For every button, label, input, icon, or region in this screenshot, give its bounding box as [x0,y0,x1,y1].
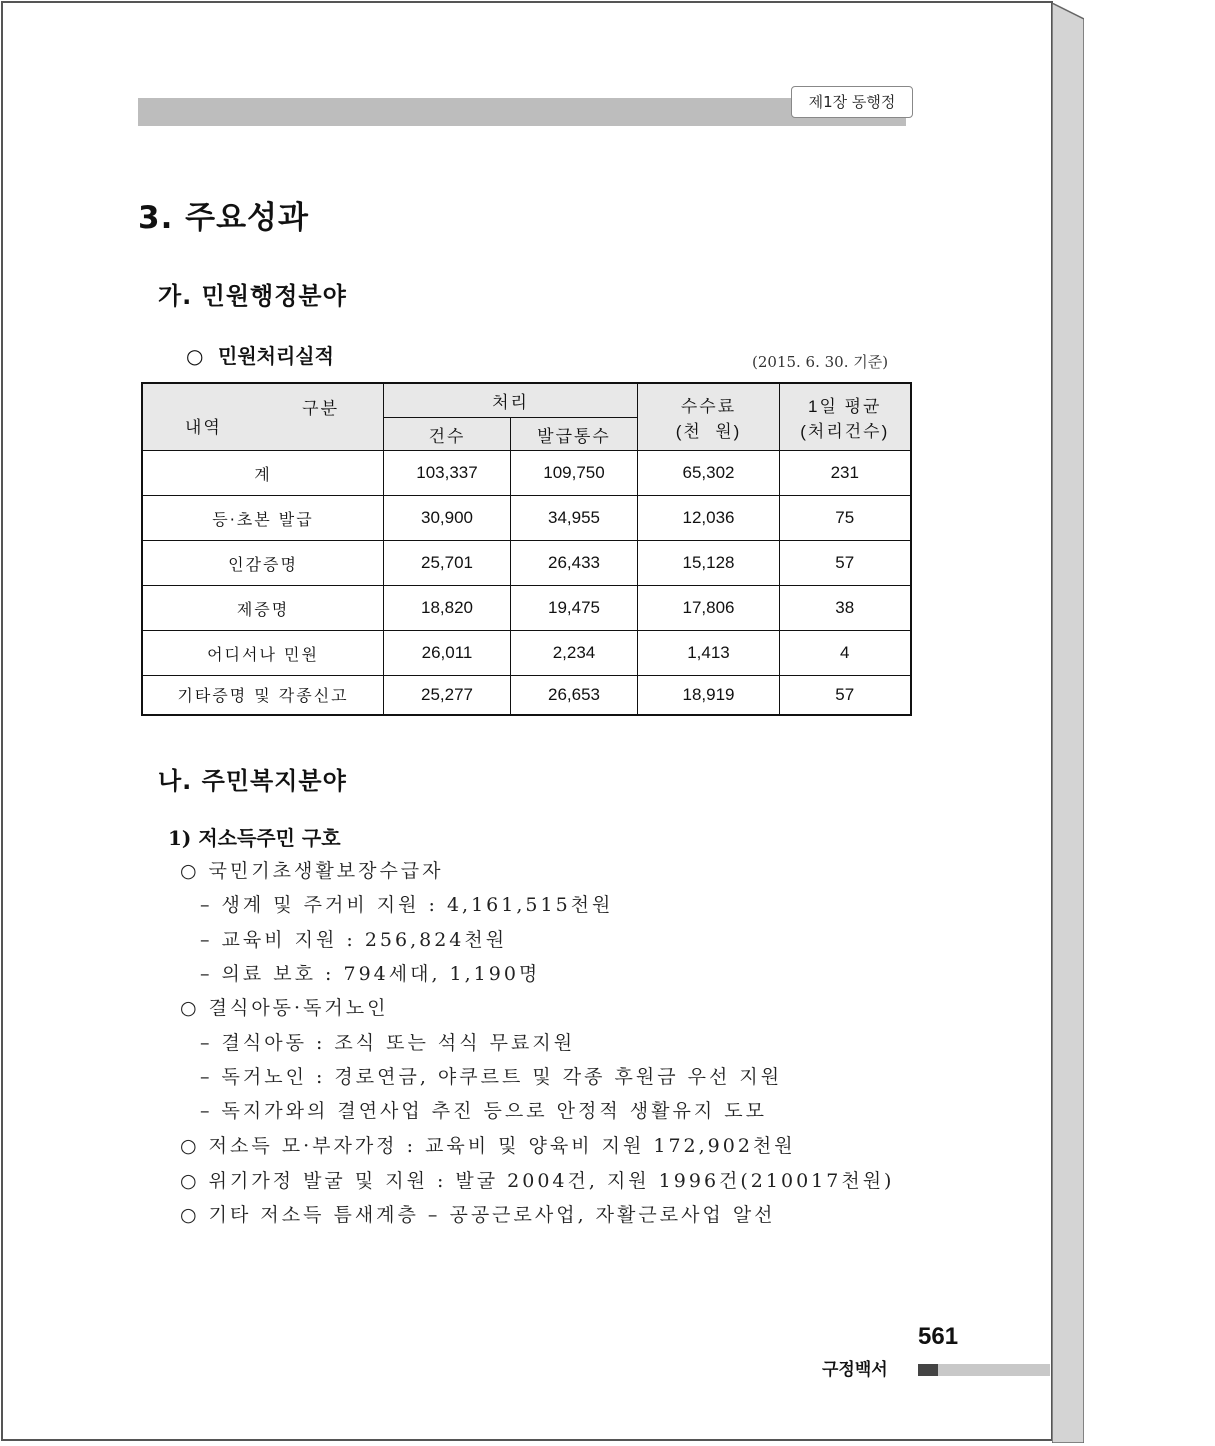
welfare-bullet: ○ 결식아동·독거노인 [180,997,389,1019]
cell-count: 25,701 [384,541,511,586]
subsection-title-civil: 가. 민원행정분야 [158,282,347,310]
group-header-processing: 처리 [384,383,638,418]
row-label: 제증명 [142,586,384,631]
chapter-tab: 제1장 동행정 [791,86,913,118]
row-label: 인감증명 [142,541,384,586]
cell-issued: 109,750 [511,451,638,496]
footer-bar [938,1364,1050,1376]
welfare-detail: – 교육비 지원 : 256,824천원 [200,929,508,951]
welfare-detail: – 의료 보호 : 794세대, 1,190명 [200,963,541,985]
row-label: 등·초본 발급 [142,496,384,541]
row-label: 계 [142,451,384,496]
cell-fee: 15,128 [638,541,780,586]
cell-issued: 26,653 [511,676,638,715]
welfare-bullet: ○ 위기가정 발굴 및 지원 : 발굴 2004건, 지원 1996건(210017천원) [180,1170,895,1192]
cell-fee: 17,806 [638,586,780,631]
cell-issued: 26,433 [511,541,638,586]
welfare-bullet: ○ 기타 저소득 틈새계층 – 공공근로사업, 자활근로사업 알선 [180,1204,776,1226]
cell-avg: 38 [780,586,911,631]
table-row [142,586,911,631]
footer-marker [918,1364,938,1376]
cell-issued: 34,955 [511,496,638,541]
cell-count: 25,277 [384,676,511,715]
cell-fee: 1,413 [638,631,780,676]
cell-avg: 57 [780,541,911,586]
table-row [142,676,911,715]
table-caption [186,340,334,369]
cell-issued: 19,475 [511,586,638,631]
corner-bottom-label: 내역 [185,418,222,437]
cell-fee: 12,036 [638,496,780,541]
row-label: 어디서나 민원 [142,631,384,676]
cell-avg: 75 [780,496,911,541]
cell-issued: 2,234 [511,631,638,676]
table-row [142,496,911,541]
welfare-subheading: 1) 저소득주민 구호 [168,826,341,850]
cell-fee: 18,919 [638,676,780,715]
section-title: 3. 주요성과 [138,200,309,236]
cell-count: 18,820 [384,586,511,631]
cell-count: 26,011 [384,631,511,676]
corner-top-label: 구분 [302,399,339,418]
table-caption-text: 민원처리실적 [218,344,334,368]
header-avg-line2: (처리건수) [800,422,890,441]
civil-affairs-table [141,382,912,716]
header-fee-line1: 수수료 [680,397,737,416]
subsection-title-welfare: 나. 주민복지분야 [158,767,347,795]
cell-avg: 57 [780,676,911,715]
header-issued: 발급통수 [511,418,638,451]
table-row [142,631,911,676]
welfare-detail: – 생계 및 주거비 지원 : 4,161,515천원 [200,894,614,916]
header-fee [638,383,780,451]
cell-count: 103,337 [384,451,511,496]
page-number: 561 [918,1323,959,1350]
page-stack-edge [1052,3,1084,1443]
cell-count: 30,900 [384,496,511,541]
welfare-bullet: ○ 저소득 모·부자가정 : 교육비 및 양육비 지원 172,902천원 [180,1135,796,1157]
cell-avg: 4 [780,631,911,676]
welfare-detail: – 독거노인 : 경로연금, 야쿠르트 및 각종 후원금 우선 지원 [200,1066,783,1088]
cell-avg: 231 [780,451,911,496]
welfare-bullet: ○ 국민기초생활보장수급자 [180,860,444,882]
bullet-symbol: ○ [186,344,204,368]
welfare-detail: – 결식아동 : 조식 또는 석식 무료지원 [200,1032,576,1054]
table-row [142,451,911,496]
header-count: 건수 [384,418,511,451]
header-daily-average [780,383,911,451]
cell-fee: 65,302 [638,451,780,496]
header-fee-line2: (천 원) [675,422,742,441]
header-avg-line1: 1일 평균 [808,397,882,416]
row-label: 기타증명 및 각종신고 [142,676,384,715]
table-row [142,541,911,586]
book-title: 구정백서 [822,1360,888,1380]
table-corner-header [142,383,384,451]
welfare-detail: – 독지가와의 결연사업 추진 등으로 안정적 생활유지 도모 [200,1100,767,1122]
date-note: (2015. 6. 30. 기준) [752,353,889,371]
